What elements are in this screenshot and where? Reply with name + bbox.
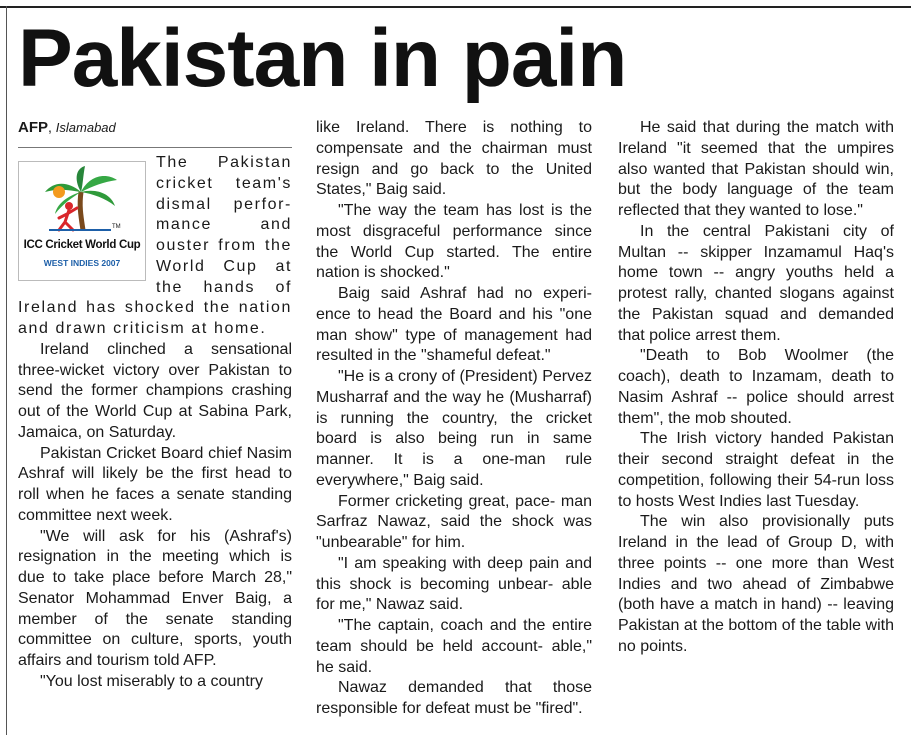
top-rule	[0, 6, 911, 8]
byline-agency: AFP	[18, 119, 48, 136]
paragraph: He said that during the match with Ireland "it seemed that the umpires also wanted that Pakistan should win, but the body language of the team reflected that they wanted to lose."	[618, 119, 894, 219]
logo-trademark: TM	[112, 224, 121, 230]
paragraph: The Irish victory handed Pakistan their second straight defeat in the competition, following their 54-run loss to hosts West Indies last Tuesday.	[618, 430, 894, 510]
paragraph: "We will ask for his (Ashraf's) resignation in the meeting which is due to take place before March 28," Senator Mohammad Enver Baig, a member of the senate standing committee on culture, sports, youth affairs and tourism told AFP.	[18, 527, 292, 669]
paragraph: Former cricketing great, pace- man Sarfraz Nawaz, said the shock was "unbearable" for him.	[316, 492, 592, 551]
headline: Pakistan in pain	[18, 13, 627, 104]
paragraph: In the central Pakistani city of Multan -- skipper Inzamamul Haq's home town -- angry youths held a protest rally, chanted slogans against the Pakistan squad and demanded that police arrest them.	[618, 222, 894, 344]
byline-rule	[18, 147, 292, 148]
paragraph: like Ireland. There is nothing to compensate and the chairman must resign and go back to the United States," Baig said.	[316, 119, 592, 199]
paragraph: Pakistan Cricket Board chief Nasim Ashraf will likely be the first head to roll when he faces a senate standing committee next week.	[18, 444, 292, 524]
logo-title: ICC Cricket World Cup	[23, 239, 141, 251]
paragraph: "You lost miserably to a country	[40, 672, 263, 690]
paragraph: "The captain, coach and the entire team should be held account- able," he said.	[316, 617, 592, 676]
paragraph: Ireland clinched a sensational three-wicket victory over Pakistan to send the former champions crashing out of the World Cup at Sabina Park, Jamaica, on Saturday.	[18, 340, 292, 441]
paragraph: Baig said Ashraf had no experi- ence to head the Board and his "one man show" type of management had resulted in the "shameful defeat."	[316, 285, 592, 365]
article-column-3	[618, 118, 894, 658]
paragraph: "He is a crony of (President) Pervez Musharraf and the way he (Musharraf) is running the country, the cricket board is also being run in same manner. It is a one-man rule everywhere," Baig said.	[316, 368, 592, 489]
paragraph: "The way the team has lost is the most disgraceful performance since the World Cup started. The entire nation is shocked."	[316, 202, 592, 282]
byline-city: Islamabad	[55, 120, 116, 135]
article-column-1	[18, 118, 292, 693]
paragraph: Nawaz demanded that those responsible for defeat must be "fired".	[316, 679, 592, 717]
left-border-rule	[6, 6, 7, 735]
article-column-2	[316, 118, 592, 720]
byline-separator: ,	[48, 119, 52, 135]
paragraph: "Death to Bob Woolmer (the coach), death to Inzamam, death to Nasim Ashraf -- police should arrest them", the mob shouted.	[618, 347, 894, 427]
paragraph: The win also provisionally puts Ireland in the lead of Group D, with three points -- one more than West Indies and two ahead of Zimbabwe (both have a match in hand) -- leaving Pakistan at the bottom of the table with no points.	[618, 513, 894, 655]
paragraph: "I am speaking with deep pain and this shock is becoming unbear- able for me," Nawaz said.	[316, 554, 592, 614]
logo-subtitle: WEST INDIES 2007	[43, 258, 121, 268]
paragraph: The Pakistan cricket team's dismal perfor- mance and ouster from the World Cup at the hands of Ireland has shocked the nation and drawn criticism at home.	[18, 154, 292, 337]
world-cup-logo	[18, 161, 146, 281]
byline	[18, 118, 292, 137]
